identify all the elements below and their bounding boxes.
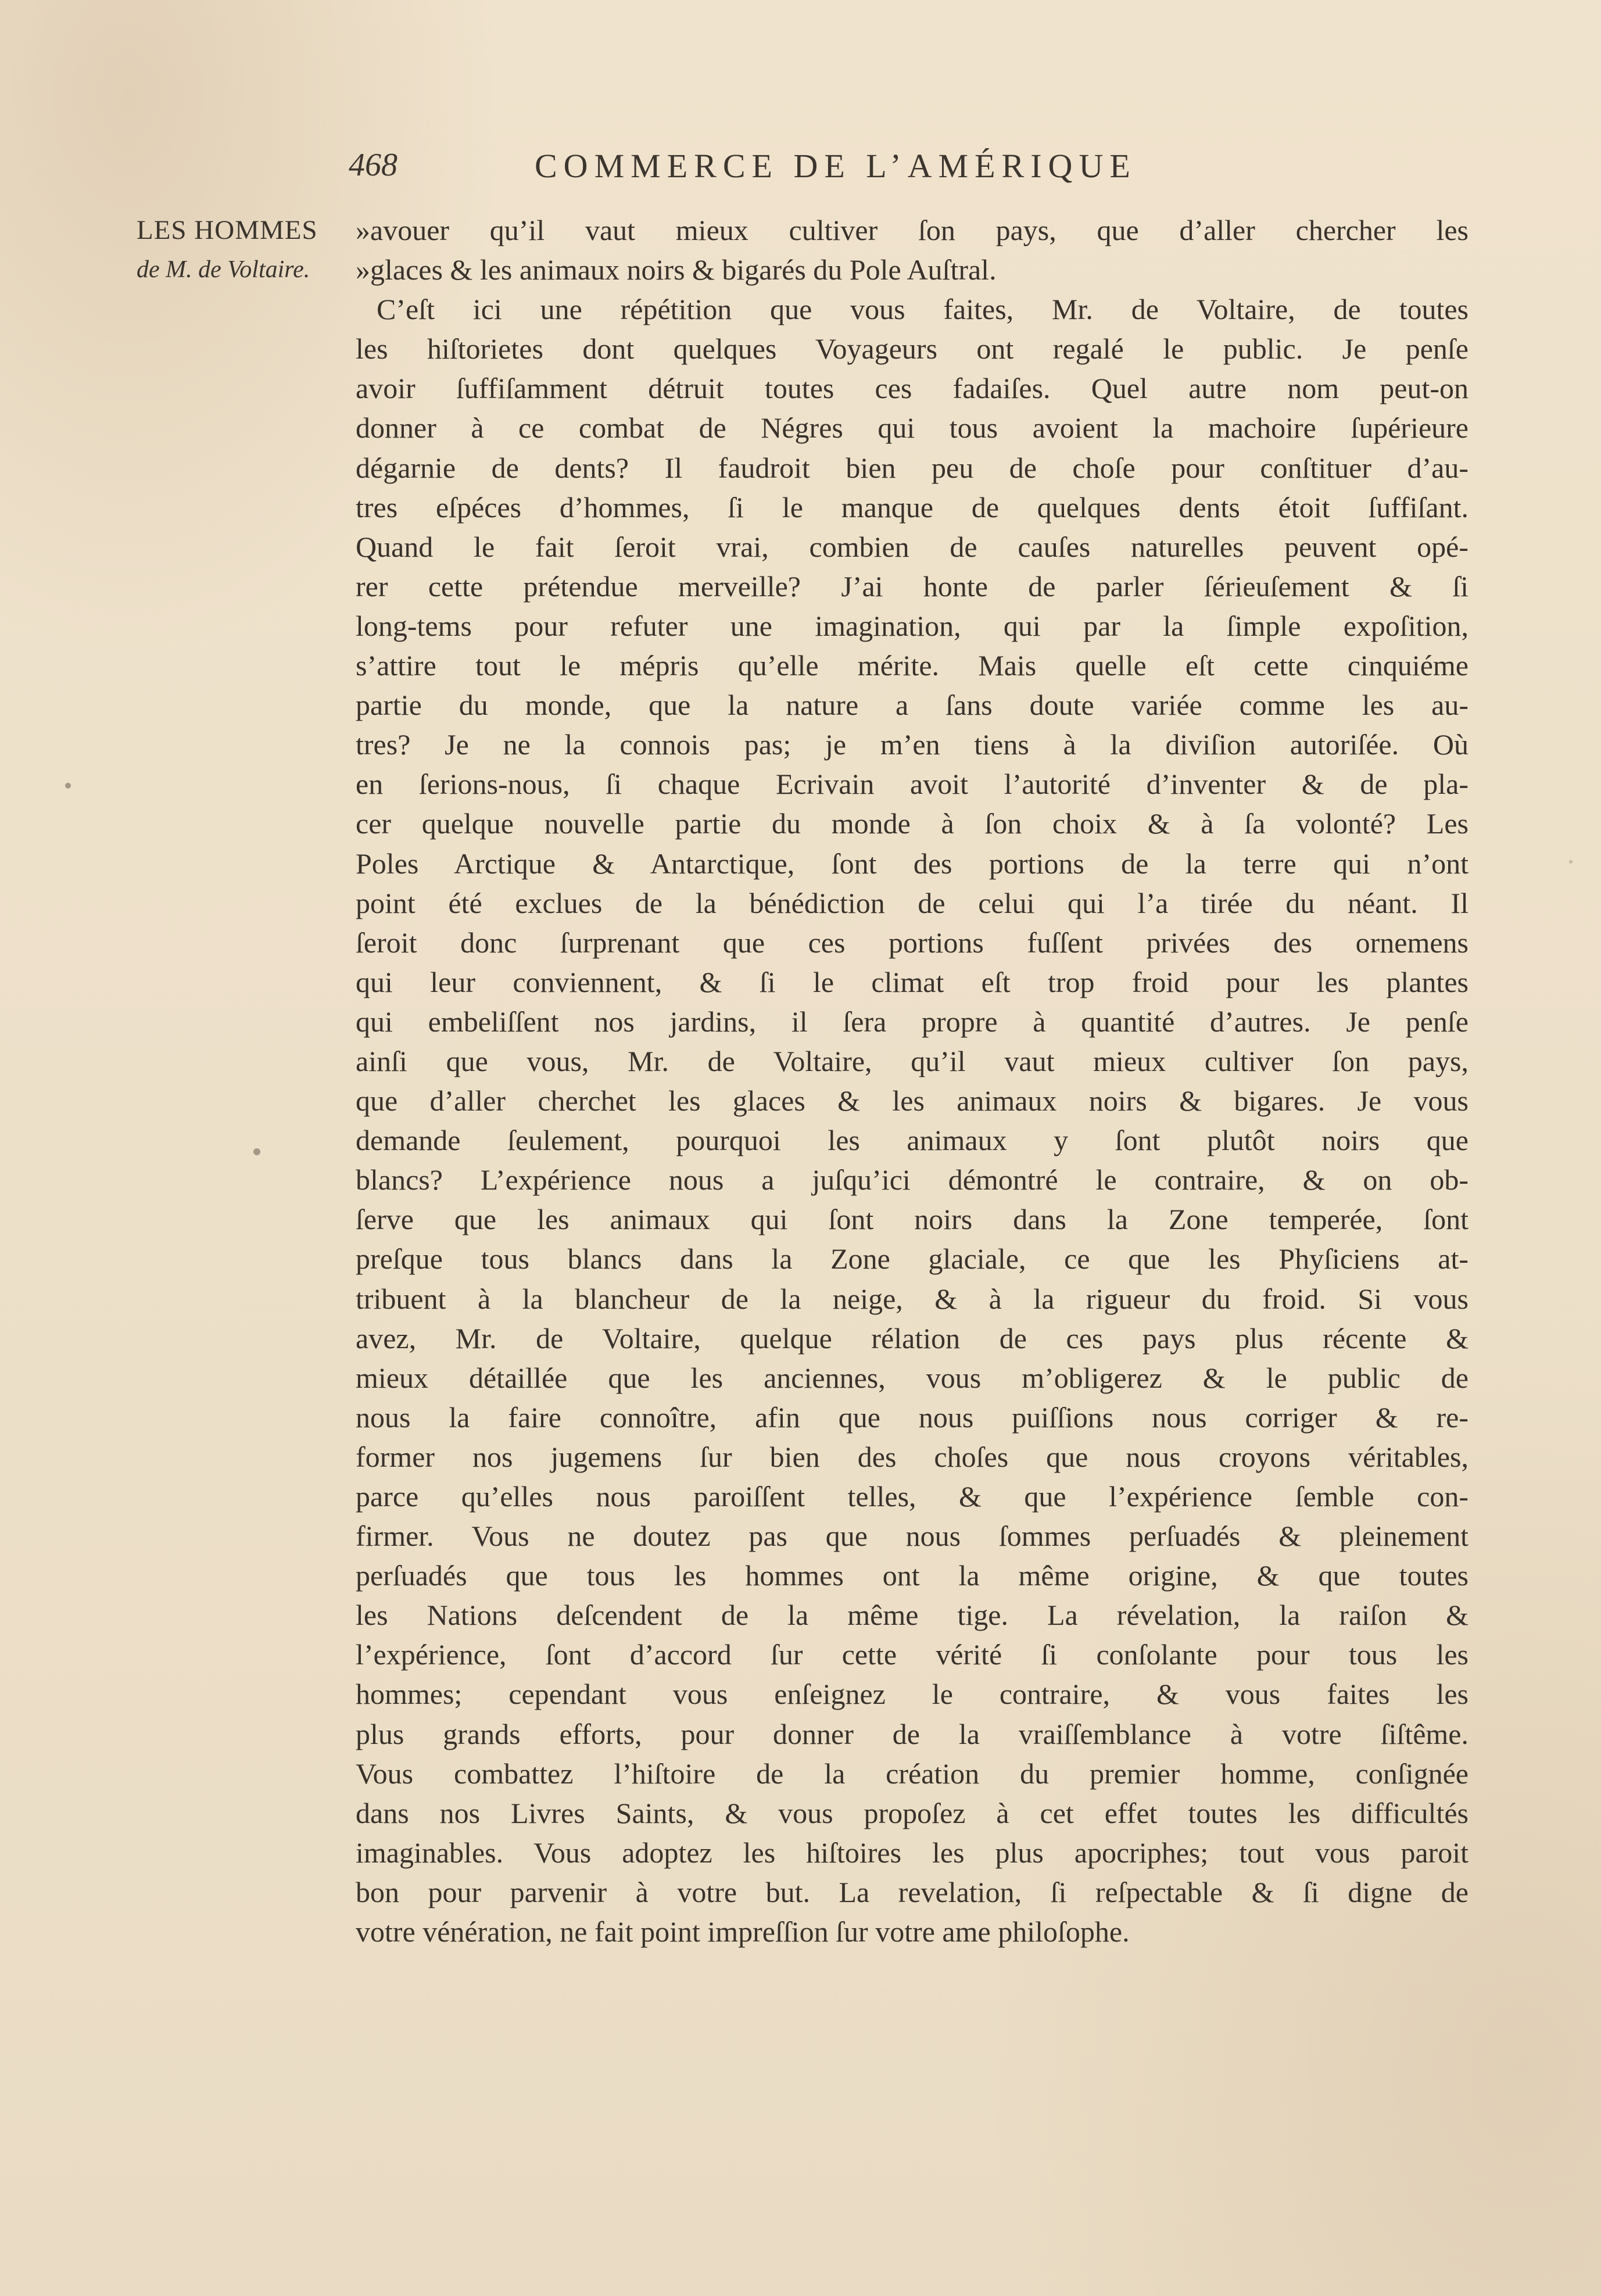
text-line: imaginables. Vous adoptez les hiſtoires les plus apocriphes; tout vous paroit [356,1836,1469,1869]
text-line: »glaces & les animaux noirs & bigarés du Pole Auſtral. [356,253,997,286]
margin-note-line: de M. de Voltaire. [137,256,310,283]
text-line: demande ſeulement, pourquoi les animaux y ſont plutôt noirs que [356,1124,1469,1157]
text-line: les hiſtorietes dont quelques Voyageurs ont regalé le public. Je penſe [356,332,1469,366]
paper-speck [65,783,71,789]
text-line: votre vénération, ne fait point impreſſion ſur votre ame philoſophe. [356,1915,1130,1948]
text-line: avez, Mr. de Voltaire, quelque rélation de ces pays plus récente & [356,1321,1469,1355]
text-line: C’eſt ici une répétition que vous faites, Mr. de Voltaire, de toutes [377,293,1469,326]
text-line: dégarnie de dents? Il faudroit bien peu de choſe pour conſtituer d’au- [356,451,1469,484]
text-line: qui embeliſſent nos jardins, il ſera propre à quantité d’autres. Je penſe [356,1005,1469,1038]
page-number: 468 [349,147,397,183]
text-line: mieux détaillée que les anciennes, vous m’obligerez & le public de [356,1361,1469,1394]
text-line: nous la faire connoître, afin que nous puiſſions nous corriger & re- [356,1400,1469,1434]
paper-speck [1569,860,1573,864]
text-line: Quand le fait ſeroit vrai, combien de cauſes naturelles peuvent opé- [356,530,1469,563]
text-line: tribuent à la blancheur de la neige, & à la rigueur du froid. Si vous [356,1282,1469,1315]
text-line: qui leur conviennent, & ſi le climat eſt trop froid pour les plantes [356,965,1469,998]
paper-speck [253,1148,260,1155]
text-line: parce qu’elles nous paroiſſent telles, & que l’expérience ſemble con- [356,1480,1469,1513]
text-line: avoir ſuffiſamment détruit toutes ces fadaiſes. Quel autre nom peut-on [356,372,1469,405]
text-line: s’attire tout le mépris qu’elle mérite. Mais quelle eſt cette cinquiéme [356,649,1469,682]
text-line: tres eſpéces d’hommes, ſi le manque de quelques dents étoit ſuffiſant. [356,490,1469,524]
text-line: preſque tous blancs dans la Zone glaciale, ce que les Phyſiciens at- [356,1242,1469,1276]
text-line: rer cette prétendue merveille? J’ai honte de parler ſérieuſement & ſi [356,569,1469,603]
margin-note [137,210,346,289]
text-line: les Nations deſcendent de la même tige. La révelation, la raiſon & [356,1599,1469,1632]
text-line: point été exclues de la bénédiction de celui qui l’a tirée du néant. Il [356,886,1469,919]
text-line: ſerve que les animaux qui ſont noirs dans la Zone temperée, ſont [356,1203,1469,1236]
text-line: plus grands efforts, pour donner de la vraiſſemblance à votre ſiſtême. [356,1717,1469,1750]
text-line: bon pour parvenir à votre but. La revelation, ſi reſpectable & ſi digne de [356,1875,1469,1908]
text-line: blancs? L’expérience nous a juſqu’ici démontré le contraire, & on ob- [356,1163,1469,1197]
text-line: perſuadés que tous les hommes ont la même origine, & que toutes [356,1559,1469,1592]
margin-note-line: LES HOMMES [137,215,318,245]
text-line: Vous combattez l’hiſtoire de la création du premier homme, conſignée [356,1757,1469,1790]
text-line: que d’aller cherchet les glaces & les animaux noirs & bigares. Je vous [356,1084,1469,1117]
page-title: COMMERCE DE L’AMÉRIQUE [535,147,1137,185]
text-line: l’expérience, ſont d’accord ſur cette vérité ſi conſolante pour tous les [356,1638,1469,1671]
text-line: ſeroit donc ſurprenant que ces portions fuſſent privées des ornemens [356,926,1469,959]
text-line: »avouer qu’il vaut mieux cultiver ſon pays, que d’aller chercher les [356,214,1469,246]
text-line: dans nos Livres Saints, & vous propoſez à cet effet toutes les difficultés [356,1796,1469,1829]
body-text [356,210,1469,1951]
text-line: cer quelque nouvelle partie du monde à ſon choix & à ſa volonté? Les [356,807,1469,840]
text-line: former nos jugemens ſur bien des choſes que nous croyons véritables, [356,1440,1469,1473]
text-line: partie du monde, que la nature a ſans doute variée comme les au- [356,689,1469,722]
text-line: Poles Arctique & Antarctique, ſont des portions de la terre qui n’ont [356,847,1469,880]
text-line: tres? Je ne la connois pas; je m’en tiens à la diviſion autoriſée. Où [356,728,1469,761]
text-line: ainſi que vous, Mr. de Voltaire, qu’il vaut mieux cultiver ſon pays, [356,1044,1469,1077]
text-line: hommes; cependant vous enſeignez le contraire, & vous faites les [356,1678,1469,1711]
running-head [349,146,1325,193]
text-line: firmer. Vous ne doutez pas que nous ſommes perſuadés & pleinement [356,1520,1469,1553]
text-line: donner à ce combat de Négres qui tous avoient la machoire ſupérieure [356,411,1469,445]
text-line: long-tems pour refuter une imagination, qui par la ſimple expoſition, [356,609,1469,642]
text-line: en ſerions-nous, ſi chaque Ecrivain avoit l’autorité d’inventer & de pla- [356,768,1469,801]
